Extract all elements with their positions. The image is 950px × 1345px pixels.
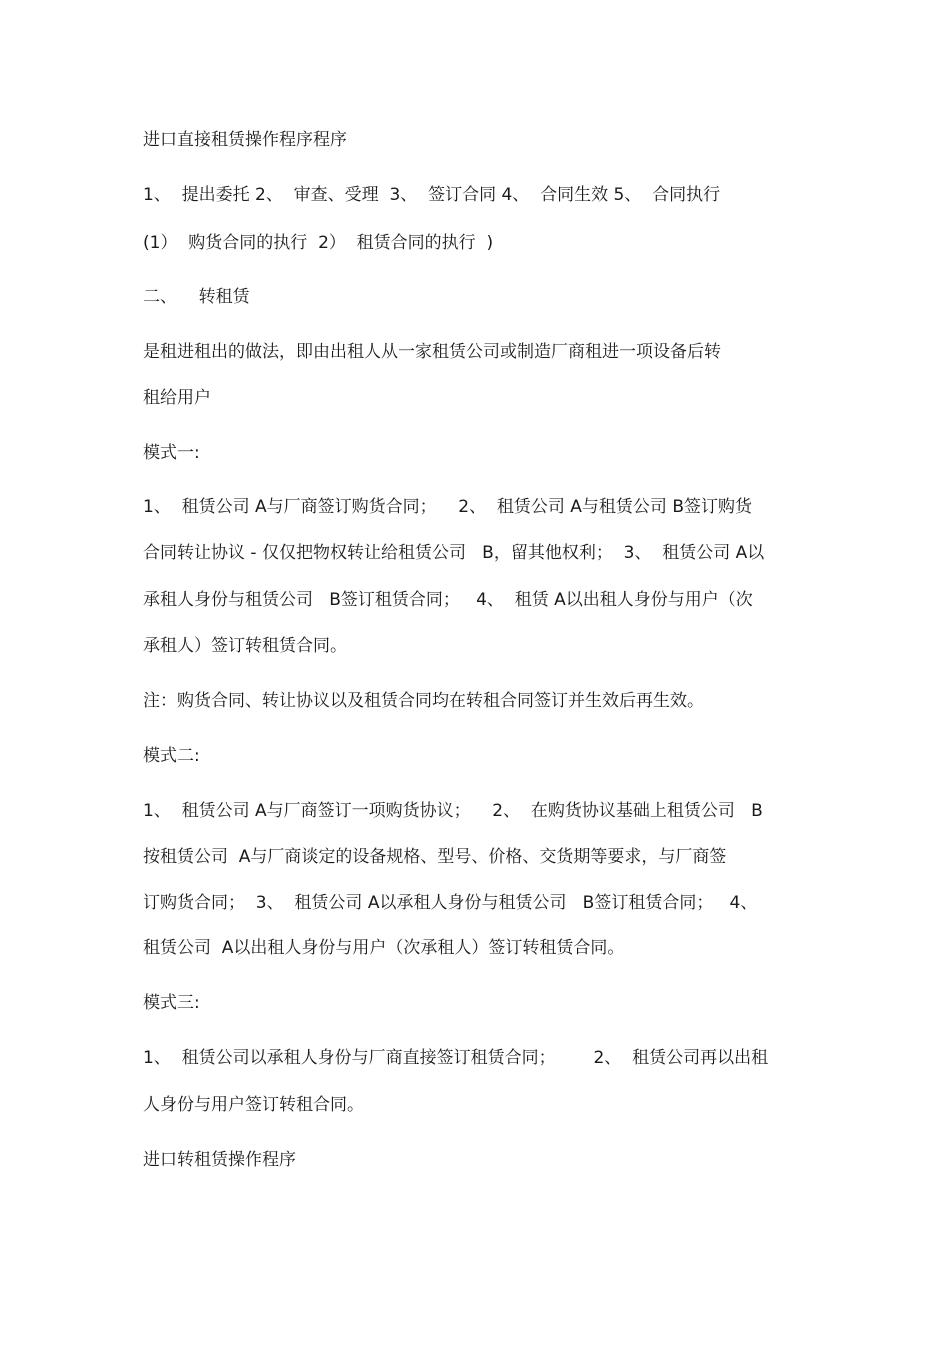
mode-one-line-3: 承租人身份与租赁公司 B签订租赁合同； 4、 租赁 A以出租人身份与用户（次: [143, 590, 753, 610]
contract-execution-line: (1） 购货合同的执行 2） 租赁合同的执行 ): [143, 233, 494, 253]
mode-one-line-2: 合同转让协议 - 仅仅把物权转让给租赁公司 B，留其他权利； 3、 租赁公司 A以: [143, 543, 765, 563]
mode-one-line-4: 承租人）签订转租赁合同。: [143, 636, 347, 656]
definition-line-2: 租给用户: [143, 388, 211, 408]
note-line: 注：购货合同、转让协议以及租赁合同均在转租合同签订并生效后再生效。: [143, 691, 704, 711]
mode-two-line-3: 订购货合同； 3、 租赁公司 A以承租人身份与租赁公司 B签订租赁合同； 4、: [143, 893, 758, 913]
mode-two-line-2: 按租赁公司 A与厂商谈定的设备规格、型号、价格、交货期等要求，与厂商签: [143, 847, 727, 867]
mode-two-line-4: 租赁公司 A以出租人身份与用户（次承租人）签订转租赁合同。: [143, 938, 625, 958]
definition-line-1: 是租进租出的做法，即由出租人从一家租赁公司或制造厂商租进一项设备后转: [143, 342, 721, 362]
mode-one-heading: 模式一:: [143, 443, 200, 463]
heading-import-direct-lease: 进口直接租赁操作程序程序: [143, 130, 347, 150]
mode-three-heading: 模式三:: [143, 993, 200, 1013]
mode-three-line-1: 1、 租赁公司以承租人身份与厂商直接签订租赁合同； 2、 租赁公司再以出租: [143, 1048, 769, 1068]
mode-three-line-2: 人身份与用户签订转租合同。: [143, 1095, 364, 1115]
mode-two-heading: 模式二:: [143, 746, 200, 766]
mode-two-line-1: 1、 租赁公司 A与厂商签订一项购货协议； 2、 在购货协议基础上租赁公司 B: [143, 801, 763, 821]
section-sublease-heading: 二、 转租赁: [143, 287, 250, 307]
heading-import-sublease: 进口转租赁操作程序: [143, 1150, 296, 1170]
mode-one-line-1: 1、 租赁公司 A与厂商签订购货合同； 2、 租赁公司 A与租赁公司 B签订购货: [143, 497, 752, 517]
procedure-steps: 1、 提出委托 2、 审查、受理 3、 签订合同 4、 合同生效 5、 合同执行: [143, 185, 721, 205]
